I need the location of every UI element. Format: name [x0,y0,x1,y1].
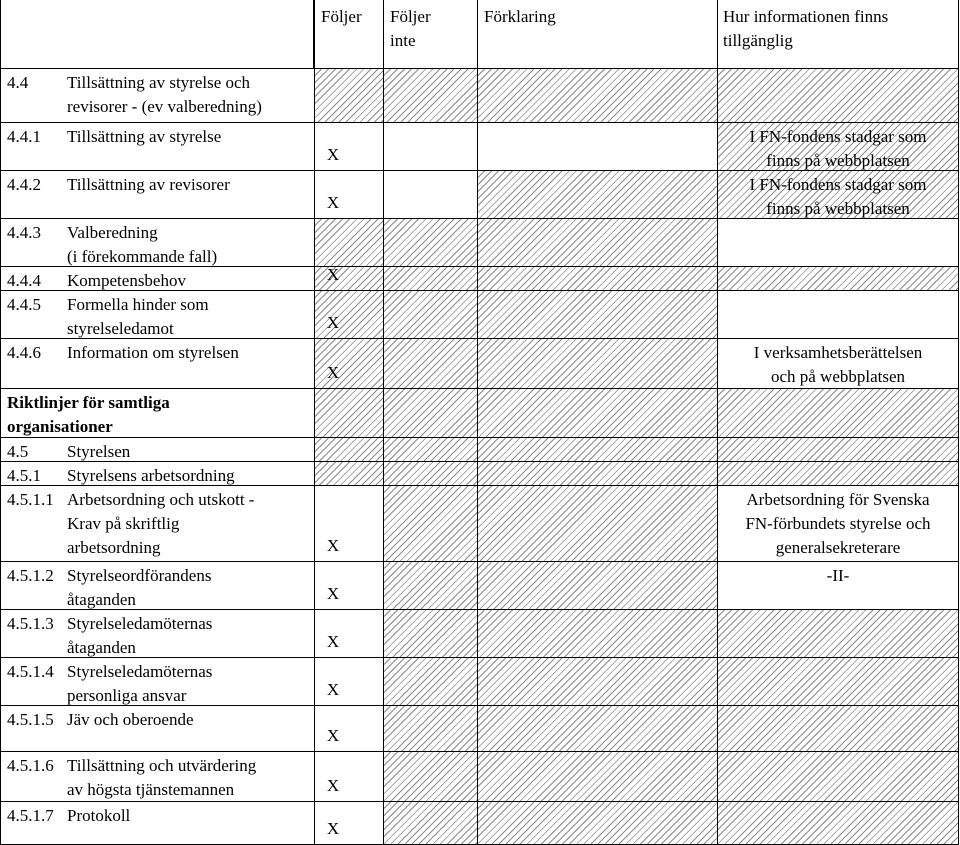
table-cell [383,609,478,658]
info-text: I FN-fondens stadgar som [749,175,927,194]
table-cell [383,290,478,339]
row-label: Styrelseordförandens [67,566,212,585]
table-cell [477,68,718,123]
follows-mark: X [326,145,340,164]
row-number: 4.4.3 [7,223,41,242]
info-text: finns på webbplatsen [766,151,910,170]
table-cell [383,218,478,267]
header-info-line1: Hur informationen finns [723,7,889,26]
row-number: 4.5.1.3 [7,614,54,633]
info-text: I verksamhetsberättelsen [753,343,923,362]
table-cell [717,657,959,706]
table-cell [717,437,959,462]
follows-mark: X [326,632,340,651]
table-cell [383,437,478,462]
table-cell [314,437,384,462]
table-cell [477,561,718,610]
row-label: (i förekommande fall) [67,247,218,266]
follows-mark: X [326,363,340,382]
table-cell [717,68,959,123]
table-cell [383,485,478,562]
table-cell [314,388,384,438]
table-cell [717,801,959,845]
row-label: Information om styrelsen [67,343,239,362]
row-number: 4.4.1 [7,127,41,146]
follows-mark: X [326,584,340,603]
row-label: Tillsättning och utvärdering [67,756,257,775]
row-number: 4.5 [7,442,29,461]
table-cell [383,68,478,123]
header-divider [477,0,478,68]
info-text: I FN-fondens stadgar som [749,127,927,146]
info-text: finns på webbplatsen [766,199,910,218]
table-cell [383,561,478,610]
table-cell [477,485,718,562]
row-label: Styrelseledamöternas [67,662,213,681]
row-number: 4.4 [7,73,29,92]
row-label: Valberedning [67,223,158,242]
header-divider [383,0,384,68]
row-label: Formella hinder som [67,295,209,314]
table-cell [477,437,718,462]
header-foljer-inte-line2: inte [390,31,416,50]
row-label: åtaganden [67,638,136,657]
table-cell [477,461,718,486]
table-cell [717,751,959,802]
row-label: åtaganden [67,590,136,609]
row-number: 4.4.2 [7,175,41,194]
row-number: 4.5.1.5 [7,710,54,729]
header-forklaring: Förklaring [484,7,556,26]
table-cell [383,338,478,389]
table-cell [717,218,959,267]
row-label: Krav på skriftlig [67,514,180,533]
row-label: Styrelsens arbetsordning [67,466,235,485]
table-cell [477,388,718,438]
table-cell [383,170,478,219]
table-cell [477,657,718,706]
table-cell [383,122,478,171]
header-cell-topic [0,0,314,68]
row-label: Protokoll [67,806,131,825]
table-cell [477,751,718,802]
row-number: 4.5.1.1 [7,490,54,509]
follows-mark: X [326,819,340,838]
table-cell [383,657,478,706]
header-divider [717,0,718,68]
table-cell [477,218,718,267]
row-label: Styrelseledamöternas [67,614,213,633]
table-cell [717,609,959,658]
row-label: Riktlinjer för samtliga [7,393,170,412]
follows-mark: X [326,265,340,284]
follows-mark: X [326,680,340,699]
info-text: Arbetsordning för Svenska [746,490,930,509]
table-cell [477,338,718,389]
row-label: Jäv och oberoende [67,710,194,729]
table-cell [383,266,478,291]
row-number: 4.4.6 [7,343,41,362]
row-label: av högsta tjänstemannen [67,780,235,799]
row-label: arbetsordning [67,538,161,557]
header-foljer-inte-line1: Följer [390,7,431,26]
table-cell [0,437,315,462]
row-label: revisorer - (ev valberedning) [67,97,262,116]
row-number: 4.5.1 [7,466,41,485]
table-cell [314,68,384,123]
table-cell [383,751,478,802]
row-label: styrelseledamot [67,319,174,338]
table-cell [717,388,959,438]
row-number: 4.4.4 [7,271,41,290]
header-foljer: Följer [321,7,362,26]
row-label: personliga ansvar [67,686,187,705]
row-label: Arbetsordning och utskott - [67,490,255,509]
table-cell [477,122,718,171]
table-cell [717,266,959,291]
follows-mark: X [326,313,340,332]
table-cell [477,801,718,845]
row-number: 4.4.5 [7,295,41,314]
row-label: organisationer [7,417,113,436]
table-cell [717,461,959,486]
table-cell [383,388,478,438]
info-text: FN-förbundets styrelse och [745,514,931,533]
table-cell [314,218,384,267]
row-label: Tillsättning av styrelse och [67,73,251,92]
table-cell [477,170,718,219]
info-text: -II- [826,566,850,585]
row-label: Tillsättning av styrelse [67,127,222,146]
table-cell [383,705,478,752]
row-number: 4.5.1.2 [7,566,54,585]
row-label: Tillsättning av revisorer [67,175,230,194]
table-cell [717,705,959,752]
header-info-line2: tillgänglig [723,31,793,50]
follows-mark: X [326,536,340,555]
header-divider [314,0,315,68]
row-number: 4.5.1.7 [7,806,54,825]
table-cell [383,461,478,486]
table-cell [477,266,718,291]
row-label: Styrelsen [67,442,131,461]
table-cell [383,801,478,845]
row-number: 4.5.1.6 [7,756,54,775]
table-cell [477,705,718,752]
table-cell [717,290,959,339]
follows-mark: X [326,726,340,745]
table-cell [477,290,718,339]
info-text: och på webbplatsen [770,367,906,386]
row-label: Kompetensbehov [67,271,186,290]
info-text: generalsekreterare [775,538,901,557]
table-cell [314,461,384,486]
follows-mark: X [326,776,340,795]
table-cell [477,609,718,658]
row-number: 4.5.1.4 [7,662,54,681]
follows-mark: X [326,193,340,212]
header-divider [958,0,959,68]
